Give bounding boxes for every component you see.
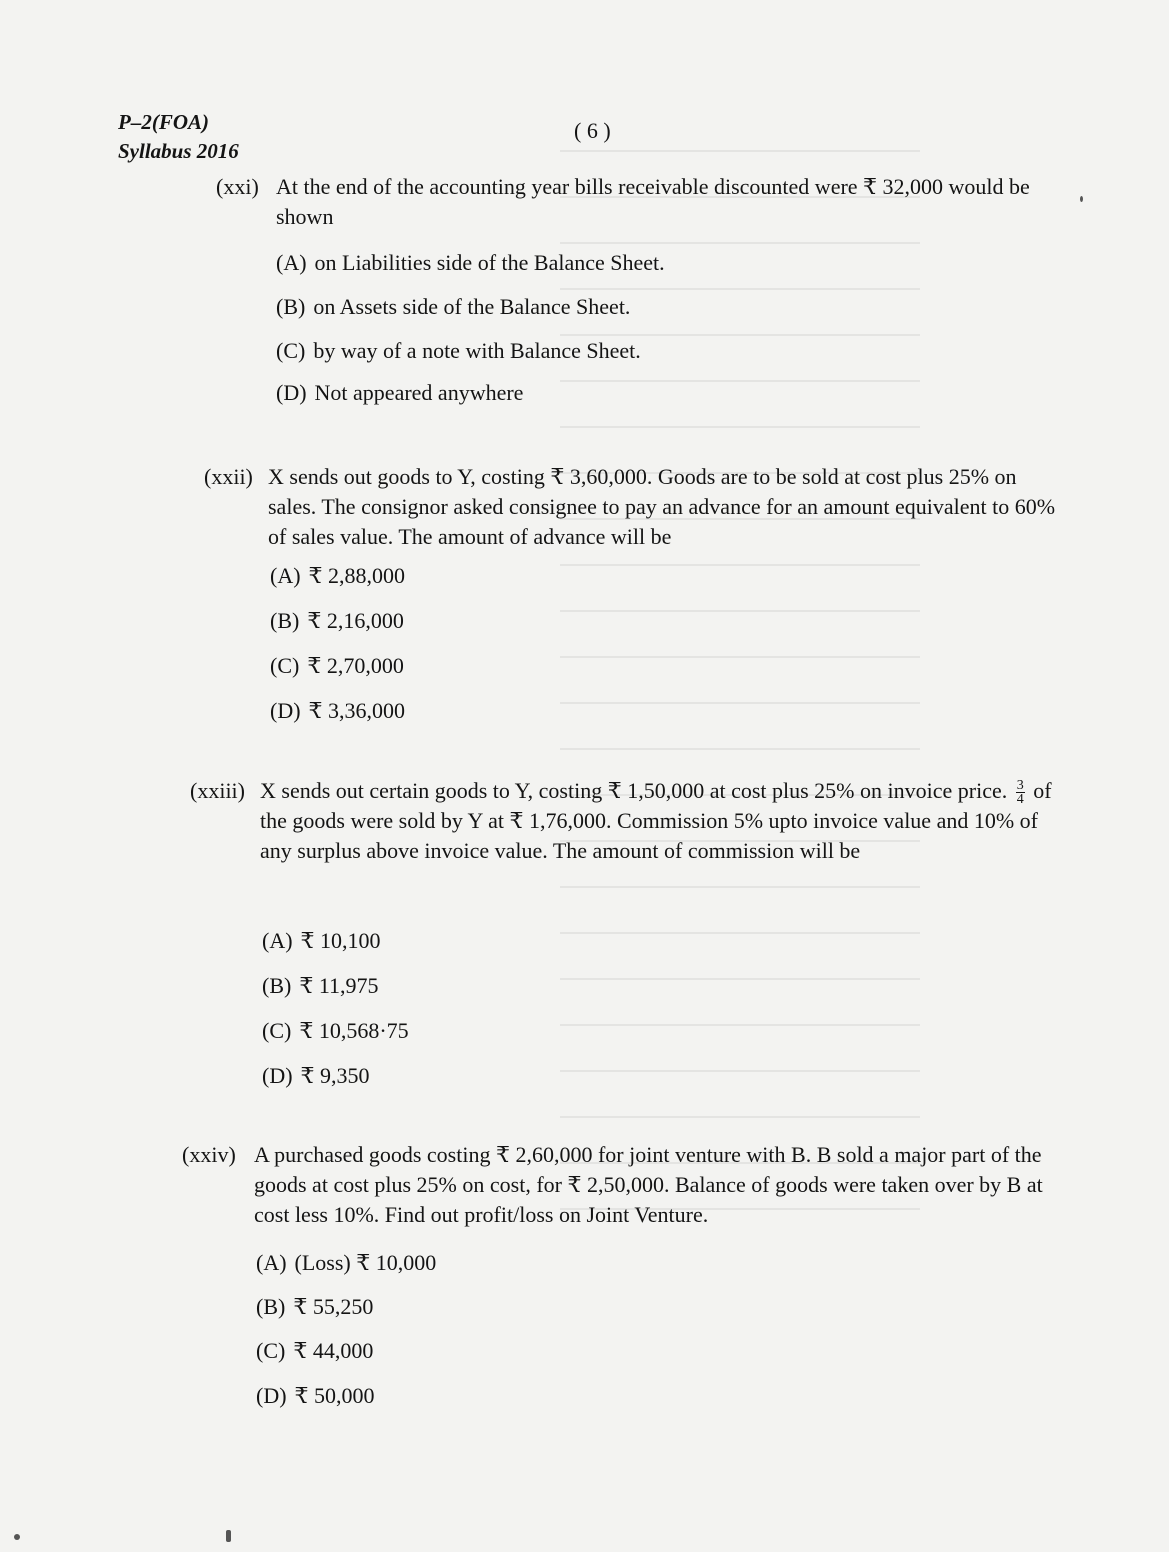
fraction-three-quarters: [1016, 779, 1025, 806]
option-text: by way of a note with Balance Sheet.: [313, 338, 641, 363]
option-b: [256, 1294, 373, 1320]
option-a: [262, 928, 381, 954]
option-b: [270, 608, 404, 634]
option-d: [270, 698, 405, 724]
option-text: on Liabilities side of the Balance Sheet.: [314, 250, 665, 275]
question-text: X sends out goods to Y, costing ₹ 3,60,000. Goods are to be sold at cost plus 25% on sales. The consignor asked consignee to pay an advance for an amount equivalent to 60% of sales value. The amount of advance will be: [268, 464, 1056, 549]
page-number: ( 6 ): [574, 118, 611, 143]
option-letter: (C): [262, 1018, 292, 1043]
option-letter: (D): [270, 698, 301, 723]
question-xxiii: [190, 776, 1062, 866]
scan-speck: [14, 1534, 20, 1540]
option-text: ₹ 3,36,000: [308, 698, 406, 723]
option-letter: (C): [276, 338, 306, 363]
option-d: [256, 1383, 375, 1409]
option-letter: (D): [276, 380, 307, 405]
option-letter: (A): [256, 1250, 287, 1275]
question-xxiv: [182, 1140, 1054, 1230]
option-text: ₹ 44,000: [293, 1338, 374, 1363]
option-letter: (A): [276, 250, 307, 275]
option-text: ₹ 55,250: [293, 1294, 374, 1319]
option-text: ₹ 50,000: [294, 1383, 375, 1408]
option-c: [270, 653, 404, 679]
question-text: [190, 776, 1062, 866]
page-header: [118, 108, 239, 166]
option-letter: (C): [270, 653, 300, 678]
fraction-numerator: 3: [1016, 778, 1024, 794]
option-a: [270, 563, 405, 589]
question-number: (xxiv): [182, 1142, 236, 1167]
option-c: [276, 338, 641, 364]
option-letter: (B): [256, 1294, 286, 1319]
option-text: on Assets side of the Balance Sheet.: [313, 294, 631, 319]
option-text: ₹ 2,88,000: [308, 563, 406, 588]
option-d: [276, 380, 523, 406]
option-c: [256, 1338, 373, 1364]
option-letter: (A): [262, 928, 293, 953]
option-text: (Loss) ₹ 10,000: [294, 1250, 437, 1275]
option-b: [276, 294, 630, 320]
option-letter: (D): [256, 1383, 287, 1408]
option-c: [262, 1018, 409, 1044]
syllabus-year: Syllabus 2016: [118, 139, 239, 163]
option-b: [262, 973, 379, 999]
option-text: ₹ 10,568·75: [299, 1018, 409, 1043]
option-a: [256, 1250, 436, 1276]
option-text: ₹ 9,350: [300, 1063, 370, 1088]
scan-speck: [226, 1530, 231, 1542]
option-text: Not appeared anywhere: [314, 380, 524, 405]
question-text-start: X sends out certain goods to Y, costing ₹ 1,50,000 at cost plus 25% on invoice price.: [260, 778, 1008, 803]
scan-speck: [1080, 196, 1083, 202]
option-letter: (A): [270, 563, 301, 588]
option-a: [276, 250, 665, 276]
question-number: (xxi): [216, 174, 259, 199]
option-letter: (B): [262, 973, 292, 998]
paper-code: P–2(FOA): [118, 110, 209, 134]
option-letter: (B): [276, 294, 306, 319]
option-text: ₹ 2,70,000: [307, 653, 404, 678]
option-letter: (D): [262, 1063, 293, 1088]
option-letter: (B): [270, 608, 300, 633]
question-xxi: [216, 172, 1076, 232]
option-text: ₹ 11,975: [299, 973, 379, 998]
question-text: A purchased goods costing ₹ 2,60,000 for joint venture with B. B sold a major part of the goods at cost plus 25% on cost, for ₹ 2,50,000. Balance of goods were taken over by B at cost less 10%. Find out profit/loss on Joint Venture.: [254, 1142, 1043, 1227]
question-xxii: [204, 462, 1070, 552]
question-text: At the end of the accounting year bills receivable discounted were ₹ 32,000 would be shown: [276, 174, 1030, 229]
question-number: (xxii): [204, 464, 253, 489]
question-text-end: of the goods were sold by Y at ₹ 1,76,000. Commission 5% upto invoice value and 10% of any surplus above invoice value. The amount of commission will be: [260, 778, 1052, 864]
question-number: (xxiii): [190, 778, 245, 803]
fraction-denominator: 4: [1016, 792, 1024, 808]
option-text: ₹ 10,100: [300, 928, 381, 953]
option-d: [262, 1063, 370, 1089]
option-text: ₹ 2,16,000: [307, 608, 404, 633]
option-letter: (C): [256, 1338, 286, 1363]
